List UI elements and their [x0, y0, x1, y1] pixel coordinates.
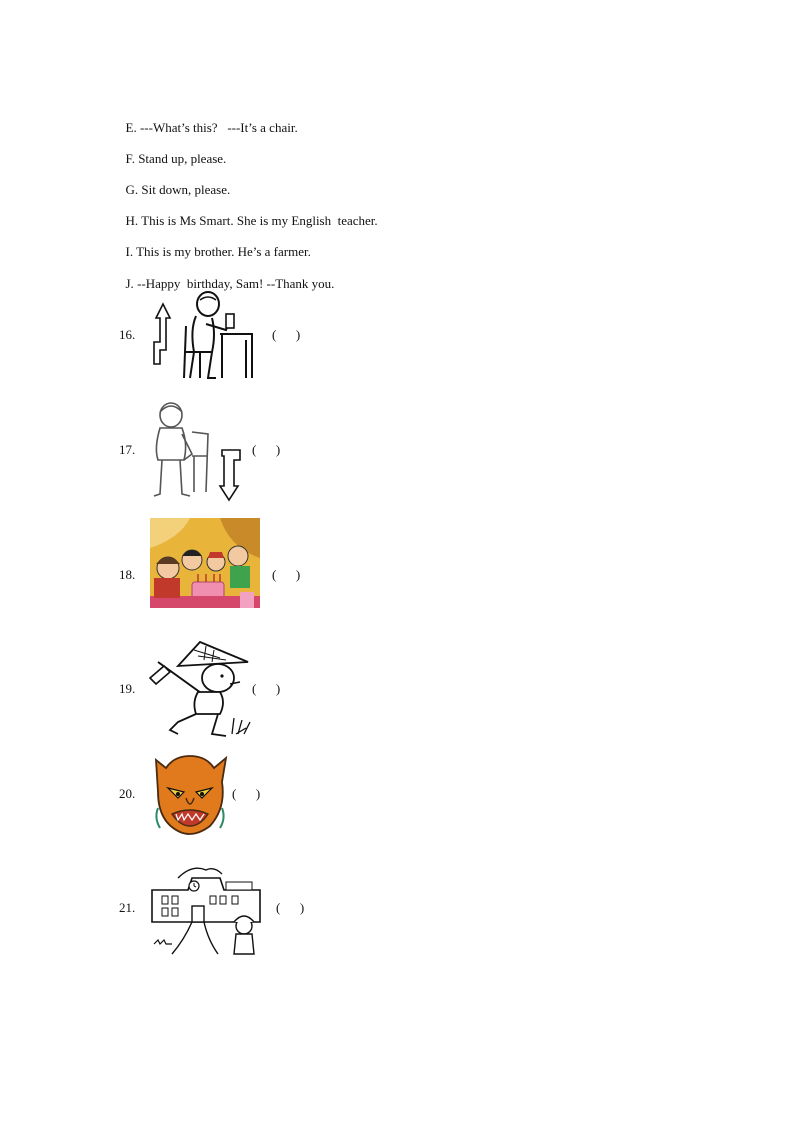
question-19-number: 19. — [119, 681, 136, 696]
question-16-number: 16. — [119, 327, 136, 342]
boy-sitting-down-icon — [146, 290, 258, 382]
answer-blank[interactable]: ( ) — [232, 786, 261, 801]
farmer-icon — [148, 638, 254, 740]
statement-text: Stand up, please. — [138, 151, 227, 166]
answer-blank[interactable]: ( ) — [276, 900, 305, 915]
question-17-number: 17. — [119, 442, 136, 457]
answer-blank[interactable]: ( ) — [252, 681, 281, 696]
statement-letter: E. — [125, 120, 137, 135]
statement-i — [119, 228, 311, 260]
statement-text: --Happy birthday, Sam! --Thank you. — [137, 276, 335, 291]
statement-text: This is my brother. He’s a farmer. — [136, 244, 311, 259]
statement-text: Sit down, please. — [141, 182, 231, 197]
statement-e — [119, 104, 298, 136]
statement-letter: G. — [125, 182, 139, 197]
question-18-number: 18. — [119, 567, 136, 582]
monster-mask-icon — [150, 748, 230, 838]
statement-h — [119, 197, 378, 229]
statement-f — [119, 135, 226, 167]
birthday-party-icon — [150, 518, 260, 608]
statement-g — [119, 166, 230, 198]
boy-standing-up-icon — [150, 400, 246, 502]
statement-j — [119, 260, 334, 292]
statement-letter: F. — [125, 151, 135, 166]
answer-blank[interactable]: ( ) — [252, 442, 281, 457]
statement-letter: H. — [125, 213, 139, 228]
question-21-number: 21. — [119, 900, 136, 915]
statement-text: This is Ms Smart. She is my English teacher. — [141, 213, 378, 228]
answer-blank[interactable]: ( ) — [272, 327, 301, 342]
statement-letter: I. — [125, 244, 134, 259]
school-building-icon — [148, 864, 264, 956]
question-20-number: 20. — [119, 786, 136, 801]
answer-blank[interactable]: ( ) — [272, 567, 301, 582]
statement-letter: J. — [125, 276, 134, 291]
statement-text: ---What’s this? ---It’s a chair. — [139, 120, 298, 135]
